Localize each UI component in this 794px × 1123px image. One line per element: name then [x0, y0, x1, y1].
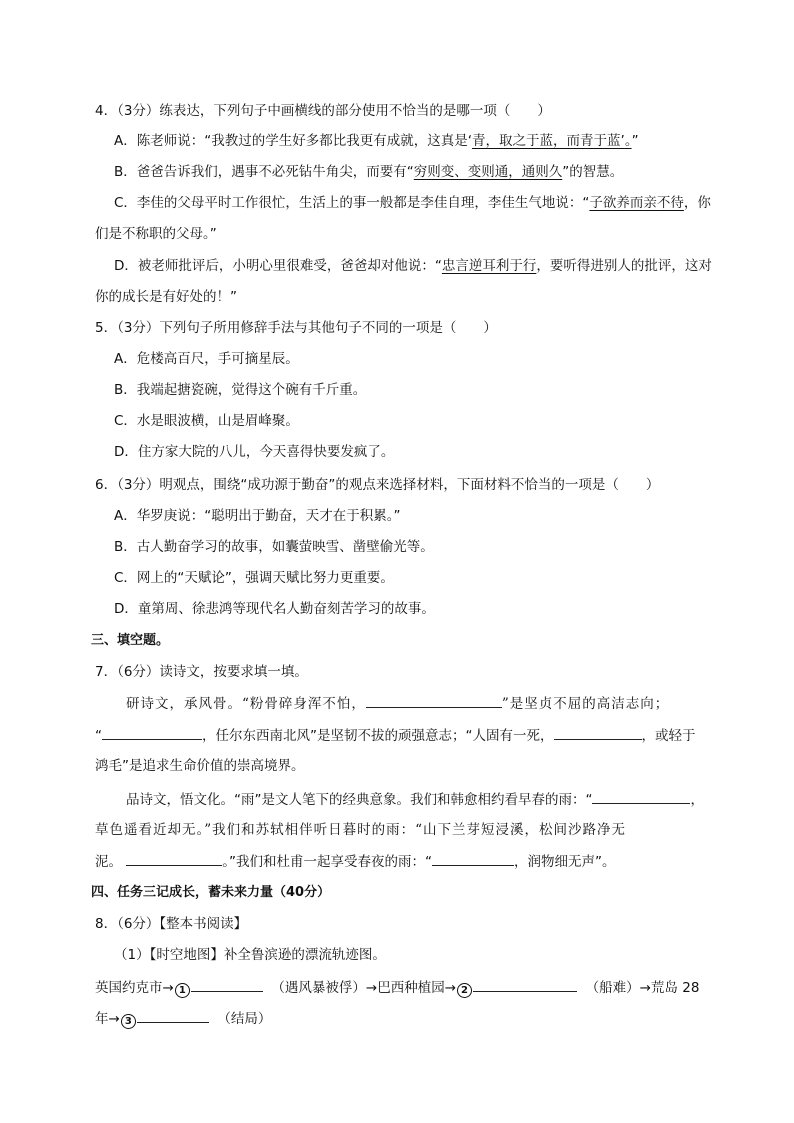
q7-p4-text: 品诗文，悟文化。“雨”是文人笔下的经典意象。我们和韩愈相约看早春的雨：“: [126, 792, 593, 808]
section-3-heading: 三、填空题。: [91, 633, 170, 648]
q4-d-text: D．被老师批评后，小明心里很难受，爸爸却对他说：“: [114, 258, 442, 274]
q7-p4-tail: ，: [690, 792, 704, 808]
q6-stem: 6．（3分）明观点，围绕“成功源于勤奋”的观点来选择材料，下面材料不恰当的一项是（ ）: [95, 477, 660, 493]
q8-route-mid: （遇风暴被俘）→巴西种植园→: [271, 980, 457, 996]
q4-a-tail: ”: [631, 133, 639, 149]
q7-line-5: 草色遥看近却无。”我们和苏轼相伴听日暮时的雨：“山下兰芽短浸溪，松间沙路净无: [95, 822, 627, 838]
q4-option-c: [114, 193, 711, 213]
circled-number-1: 1: [175, 983, 190, 998]
q6-option-d: D．童第周、徐悲鸿等现代名人勤奋刻苦学习的故事。: [114, 601, 435, 617]
q6-option-b: B．古人勤奋学习的故事，如囊萤映雪、凿壁偷光等。: [114, 539, 434, 555]
q5-option-c: C．水是眼波横，山是眉峰聚。: [114, 413, 299, 429]
q8-route-result: （结局）: [217, 1011, 272, 1027]
q7-line-6: [95, 851, 616, 872]
q7-blank-5[interactable]: [126, 851, 222, 866]
q4-c-underlined: 子欲养而亲不待: [589, 195, 684, 211]
q4-option-c-cont: 们是不称职的父母。”: [95, 226, 217, 242]
q4-c-tail: ，你: [683, 195, 711, 211]
q5-option-d: D．住方家大院的八儿，今天喜得快要发疯了。: [114, 444, 395, 460]
circled-number-3: 3: [121, 1014, 136, 1029]
q5-option-b: B．我端起搪瓷碗，觉得这个碗有千斤重。: [114, 382, 367, 398]
q4-b-tail: ”的智慧。: [562, 164, 624, 180]
q4-b-underlined: 穷则变、变则通，通则久: [413, 164, 563, 180]
q4-option-d-cont: 你的成长是有好处的！”: [95, 289, 237, 305]
q5-stem: 5．（3分）下列句子所用修辞手法与其他句子不同的一项是（ ）: [95, 320, 497, 336]
q6-option-c: C．网上的“天赋论”，强调天赋比努力更重要。: [114, 570, 394, 586]
q8-blank-1[interactable]: [191, 977, 263, 992]
q8-stem: 8．（6分）【整本书阅读】: [95, 916, 248, 932]
q7-p1-text: 研诗文，承风骨。“粉骨碎身浑不怕，: [126, 696, 366, 712]
q7-p6-tail: ，润物细无声”。: [514, 854, 616, 870]
q7-line-1: [126, 693, 669, 714]
q8-route-end: （船难）→荒岛 28: [585, 980, 700, 996]
q7-p6-text: 泥。: [95, 854, 122, 870]
section-4-heading: 四、任务三记成长，蓄未来力量（40分）: [91, 885, 331, 900]
q5-option-a: A．危楼高百尺，手可摘星辰。: [114, 351, 299, 367]
q4-c-text: C．李佳的父母平时工作很忙，生活上的事一般都是李佳自理，李佳生气地说：“: [114, 195, 590, 211]
q8-blank-3[interactable]: [137, 1008, 209, 1023]
q8-route-line-1: [95, 977, 699, 998]
q7-p2-quote: “: [95, 728, 102, 744]
q4-d-underlined: 忠言逆耳利于行: [441, 258, 537, 274]
q8-route-line-2: [95, 1008, 271, 1029]
q7-p2-text: ，任尔东西南北风”是坚韧不拔的顽强意志；“人固有一死，: [202, 728, 554, 744]
q8-route-year: 年→: [95, 1011, 120, 1027]
q6-option-a: A．华罗庚说：“聪明出于勤奋，天才在于积累。”: [114, 508, 401, 524]
q4-stem: 4．（3分）练表达，下列句子中画横线的部分使用不恰当的是哪一项（ ）: [95, 103, 551, 119]
q7-p6-mid: 。”我们和杜甫一起享受春夜的雨：“: [222, 854, 433, 870]
q4-option-b: [114, 162, 623, 182]
q8-route-start: 英国约克市→: [95, 980, 174, 996]
q4-d-tail: ，要听得进别人的批评，这对: [536, 258, 712, 274]
q8-sub-1: （1）【时空地图】补全鲁滨逊的漂流轨迹图。: [114, 947, 386, 963]
q7-line-3: 鸿毛”是追求生命价值的崇高境界。: [95, 758, 305, 774]
q7-blank-1[interactable]: [366, 693, 502, 708]
q7-blank-4[interactable]: [592, 789, 690, 804]
q4-option-d: [114, 256, 712, 276]
q7-stem: 7．（6分）读诗文，按要求填一填。: [95, 664, 308, 680]
q4-a-text: A．陈老师说：“我教过的学生好多都比我更有成就，这真是‘: [114, 133, 473, 149]
q7-p2-tail: ，或轻于: [641, 728, 696, 744]
q7-p1-tail: ”是坚贞不屈的高洁志向；: [501, 696, 670, 712]
q4-b-text: B．爸爸告诉我们，遇事不必死钻牛角尖，而要有“: [114, 164, 414, 180]
q7-blank-3[interactable]: [554, 725, 642, 740]
q4-a-underlined: 青，取之于蓝，而青于蓝’。: [472, 133, 632, 149]
q7-line-4: [126, 789, 704, 810]
q8-blank-2[interactable]: [473, 977, 577, 992]
q4-option-a: [114, 131, 639, 151]
q7-line-2: [95, 725, 696, 746]
circled-number-2: 2: [457, 983, 472, 998]
q7-blank-6[interactable]: [432, 851, 514, 866]
q7-blank-2[interactable]: [102, 725, 202, 740]
